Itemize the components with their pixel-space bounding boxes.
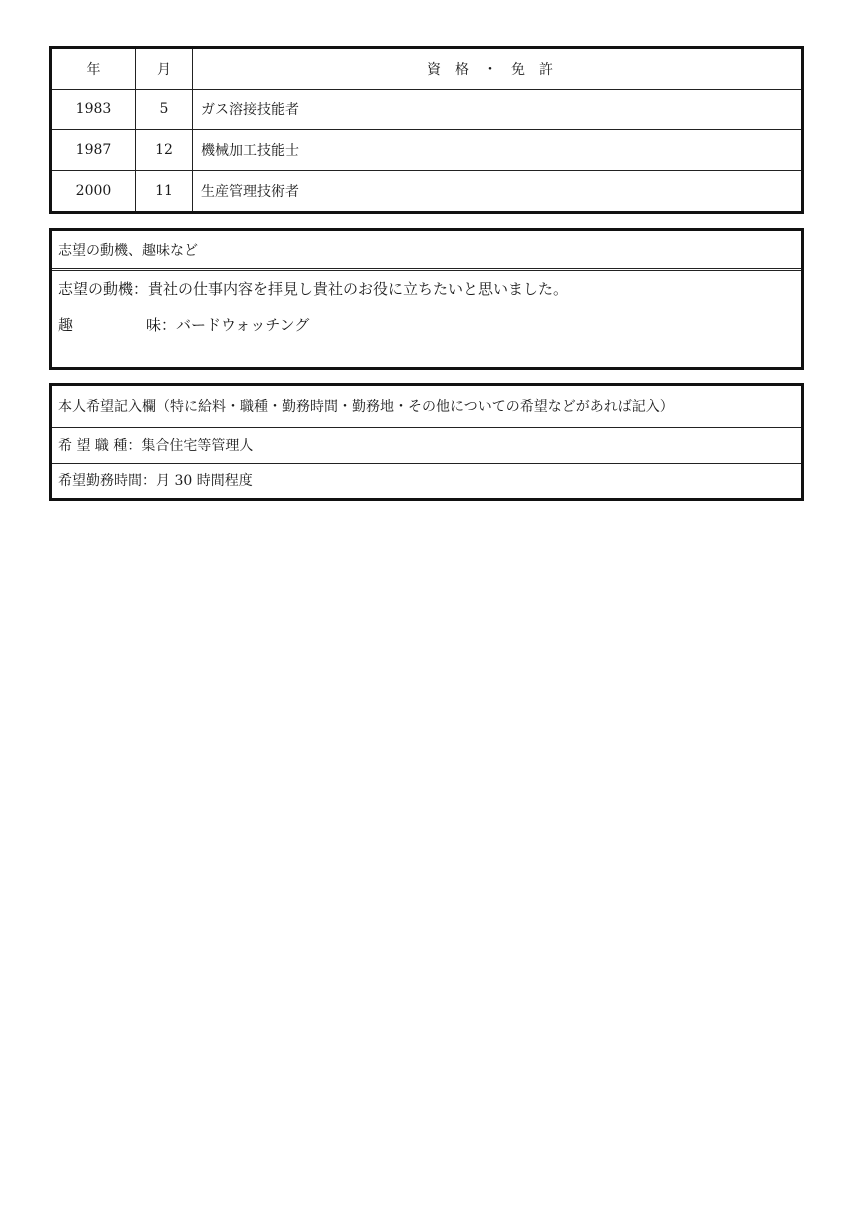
table-row [52,130,801,171]
hobby-label-second: 味 [146,316,162,334]
qualification-header: 資格・免許 [193,49,802,89]
work-hours-row [52,464,801,498]
hobby-label-first: 趣 [58,316,74,334]
job-type-value: ：集合住宅等管理人 [127,438,254,454]
year-cell: 1987 [52,130,136,171]
year-cell: 1983 [52,89,136,130]
preferences-section [49,383,804,501]
month-header: 月 [136,49,193,89]
hobby-text: ：バードウォッチング [161,316,310,334]
qualification-cell: ガス溶接技能者 [193,89,802,130]
month-cell: 11 [136,171,193,211]
preferences-heading: 本人希望記入欄（特に給料・職種・勤務時間・勤務地・その他についての希望などがあれば記入） [52,386,801,428]
motive-label: 志望の動機 [58,280,134,298]
motivation-section [49,228,804,370]
year-cell: 2000 [52,171,136,211]
work-hours-label: 希望勤務時間 [58,473,142,489]
qualification-cell: 生産管理技術者 [193,171,802,211]
motive-line [52,271,801,307]
work-hours-value: ：月 30 時間程度 [142,473,253,489]
motive-text: ：貴社の仕事内容を拝見し貴社のお役に立ちたいと思いました。 [133,280,569,298]
table-row [52,171,801,211]
month-cell: 5 [136,89,193,130]
month-cell: 12 [136,130,193,171]
job-type-label: 希 望 職 種 [58,438,128,454]
table-row [52,89,801,130]
table-header-row [52,49,801,89]
motivation-heading: 志望の動機、趣味など [52,231,801,271]
job-type-row [52,428,801,464]
qualifications-grid [52,49,801,211]
qualifications-table [49,46,804,214]
hobby-line [52,307,801,343]
year-header: 年 [52,49,136,89]
qualification-cell: 機械加工技能士 [193,130,802,171]
